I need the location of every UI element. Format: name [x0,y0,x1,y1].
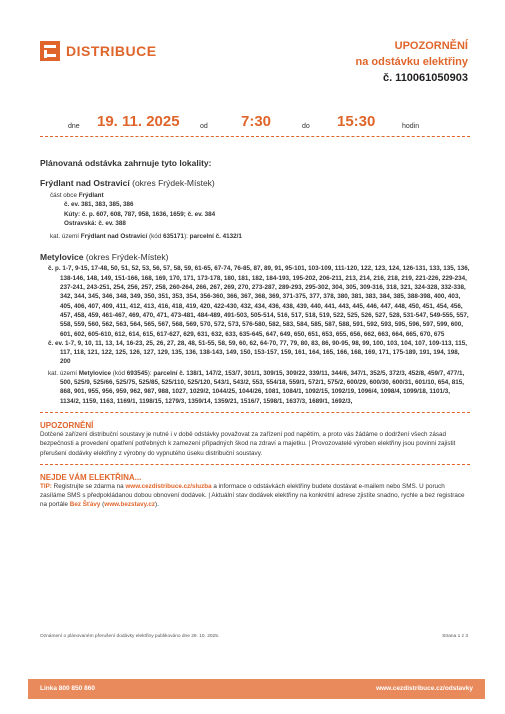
outage-from: 7:30 [241,113,272,130]
notice-subtitle: na odstávku elektřiny [355,56,468,68]
label-hours: hodin [402,123,420,130]
notice-title: UPOZORNĚNÍ [394,40,468,52]
outage-to: 15:30 [337,113,376,130]
location-2-cev: č. ev. 1-7, 9, 10, 11, 13, 14, 16-23, 25, 26, 27, 28, 48, 51-55, 58, 59, 60, 62, 64-70, 77, 79, 80, 83, 86, 90-95, 98, 99, 100, 103, 104, 107, 109-113, 115, 117, 118, 121, 122, 125, 126, 127, 129, 135, 136, 138-143, 149, 150, 153-157, 159, 161, 164, 165, 166, 168, 169, 171, 175-189, 191, 194, 198, 200 [48,339,467,366]
location-2-cadastre: kat. území Metylovice (kód 693545): parcelní č. 138/1, 147/2, 153/7, 301/1, 309/15, 309/22, 339/11, 344/6, 347/1, 352/5, 372/3, 452/8, 459/7, 477/1, 500, 525/9, 525/66, 525/75, 525/85, 525/110, 525/120, 543/1, 543/2, 553, 554/18, 559/1, 572/1, 575/2, 600/29, 600/30, 600/31, 601/10, 654, 815, 868, 901, 955, 956, 959, 962, 987, 988, 1027, 1029/2, 1044/25, 1044/26, 1081, 1084/1, 1092/15, 1092/19, 1096/4, 1098/4, 1099/18, 1101/3, 1134/2, 1159, 1163, 1169/1, 1198/15, 1279/3, 1359/14, 1359/21, 1516/7, 1598/1, 1637/3, 1689/1, 1692/3, [48,369,465,405]
portal-name: Bez Šťávy [69,501,101,509]
label-to: do [302,123,310,130]
brand-name: DISTRIBUCE [66,43,157,59]
publication-note: Oznámení o plánovaném přerušení dodávky elektřiny publikováno dne 29. 10. 2025. [40,634,220,639]
warning-text: Dotčené zařízení distribuční soustavy je nutné i v době odstávky považovat za zařízení pod napětím, a proto vás žádáme o dodržení všech zásad bezpečnosti a provedení opatření potřebných k zamezení případných škod na zdraví a majetku. | Provozovatelé výroben elektřiny jsou povinni zajistit přerušení dodávky elektřiny z výrobny do vypnutého úseku distribuční soustavy. [40,430,456,457]
outages-link[interactable]: www.cezdistribuce.cz/odstavky [376,685,473,692]
warning-title: UPOZORNĚNÍ [40,420,94,430]
location-1-ev: č. ev. 381, 383, 385, 386 [64,201,134,209]
dates-divider [40,136,470,137]
register-link[interactable]: www.cezdistribuce.cz/sluzba [125,482,212,490]
notice-number: č. 110061050903 [382,72,468,84]
location-1-part: část obce Frýdlant [50,192,104,199]
intro-heading: Plánovaná odstávka zahrnuje tyto lokality: [40,158,212,168]
location-2-details [40,264,470,405]
warning-divider [40,412,470,413]
location-2-title: Metylovice (okres Frýdek-Místek) [40,252,169,263]
bezstavy-link[interactable]: www.bezstavy.cz [104,501,156,509]
notice-content [40,158,470,510]
cez-logo-icon [40,41,60,61]
info-text: TIP: Registrujte se zdarma na www.cezdistribuce.cz/sluzba a informace o odstávkách elektřiny budete dostávat e-mailem nebo SMS. U poruch zasíláme SMS s předpokládanou dobou obnovení dodávek. | Aktuální stav dodávek elektřiny na konkrétní adrese zjistíte snadno, rychle a bez registrace na portále Bez Šťávy (www.bezstavy.cz). [40,482,465,509]
label-from: od [200,123,208,130]
location-1-ostravska: Ostravská: č. ev. 388 [64,219,126,227]
outage-day: 19. 11. 2025 [97,113,180,130]
hotline: Linka 800 850 860 [40,685,95,692]
location-1-kuty: Kúty: č. p. 607, 608, 787, 958, 1636, 1659; č. ev. 384 [64,210,216,218]
page-number: Strana 1 z 3 [442,634,468,639]
location-1-cadastre: kat. území Frýdlant nad Ostravicí (kód 635171): parcelní č. 4132/1 [50,233,242,241]
location-2-cp: č. p. 1-7, 9-15, 17-48, 50, 51, 52, 53, 56, 57, 58, 59, 61-65, 67-74, 76-85, 87, 89, 91, 95-101, 103-109, 111-120, 122, 123, 124, 126-131, 133, 135, 136, 138-146, 148, 149, 151-166, 168, 169, 170, 171, 173-178, 180, 181, 182, 184-193, 195-202, 206-211, 213, 214, 216, 218, 219, 221-226, 229-234, 237-241, 243-251, 254, 256, 257, 258, 260-264, 266, 267, 269, 270, 273-287, 289-293, 295-302, 304, 305, 309-316, 318, 321, 324-328, 332-338, 342, 344, 345, 346, 348, 349, 350, 351, 353, 354, 356-360, 366, 367, 368, 369, 371-375, 377, 378, 380, 381, 383, 384, 385, 388-398, 400, 403, 405, 406, 407, 409, 411, 412, 413, 416, 418, 419, 420, 422-430, 432, 434, 436, 438, 439, 440, 441, 443, 445, 446, 447, 448, 450, 451, 454, 456, 457, 458, 459, 461-467, 469, 470, 471, 473-481, 484-489, 491-503, 505-514, 516, 517, 518, 519, 522, 525, 526, 527, 528, 531-547, 549-555, 557, 558, 559, 560, 562, 563, 564, 565, 567, 568, 569, 570, 572, 573, 576-580, 582, 583, 584, 585, 587, 588, 591, 592, 593, 595, 596, 597, 599, 600, 601, 602, 605-610, 612, 614, 615, 617-627, 629, 631, 632, 633, 635-645, 647, 649, 650, 651, 653, 655, 656, 662, 663, 664, 665, 670, 675 [48,265,470,338]
label-day: dne [68,123,80,130]
info-divider [40,464,470,465]
outage-dates [0,110,505,132]
footer-bar [28,679,485,699]
location-1-title: Frýdlant nad Ostravicí (okres Frýdek-Místek) [40,178,215,188]
brand-logo [40,41,157,61]
location-1-details [40,191,470,241]
info-title: NEJDE VÁM ELEKTŘINA... [40,472,142,482]
notice-header [356,38,469,87]
